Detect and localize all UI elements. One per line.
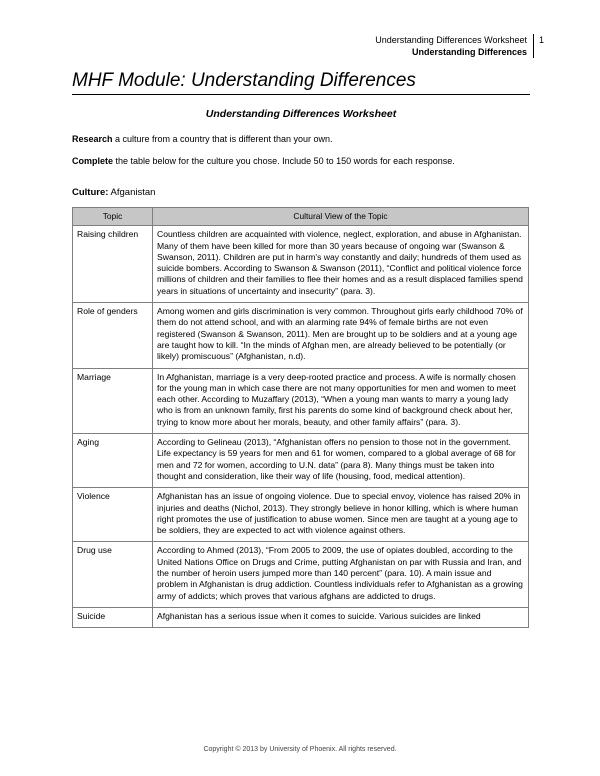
view-cell: Afghanistan has an issue of ongoing violence. Due to special envoy, violence has raised 20% in injuries and deaths (Nichol, 2013). They strongly believe in honor killing, which is where human right promotes the use of justification to abuse women. Since men are taught at a young age to be soldiers, they are expected to act with violence against others. (153, 488, 529, 542)
table-row (73, 488, 529, 542)
research-instruction (72, 133, 530, 145)
research-label: Research (72, 134, 113, 144)
running-title: Understanding Differences Worksheet (375, 35, 527, 45)
topic-cell: Suicide (73, 607, 153, 627)
topic-cell: Drug use (73, 542, 153, 607)
topic-cell: Violence (73, 488, 153, 542)
culture-label: Culture: (72, 187, 109, 198)
table-row (73, 434, 529, 488)
view-cell: Countless children are acquainted with violence, neglect, exploration, and abuse in Afghanistan. Many of them have been killed for more than 30 years because of ongoing war (Swanson & Swanson, 2011). Children are put in harm's way constantly and daily; hundreds of them used as suicide bombers. According to Swanson & Swanson (2011), “Conflict and political violence force millions of children and their families to flee their homes and as a result displaced families spend years in situations of uncertainty and insecurity” (para. 3). (153, 226, 529, 303)
complete-label: Complete (72, 156, 114, 166)
topic-cell: Raising children (73, 226, 153, 303)
topic-cell: Aging (73, 434, 153, 488)
culture-value: Afganistan (110, 187, 156, 198)
worksheet-table (72, 207, 529, 628)
view-cell: In Afghanistan, marriage is a very deep-rooted practice and process. A wife is normally chosen for the young man in which case there are not many opportunities for men and women to meet each other. According to Muzaffary (2013), “When a young man wants to marry a young lady who is from an unknown family, first his parents do some kind of background check about her, trying to know more about her morals, beauty, and other family affairs” (para. 3). (153, 368, 529, 433)
view-cell: Afghanistan has a serious issue when it comes to suicide. Various suicides are linked (153, 607, 529, 627)
running-subtitle: Understanding Differences (411, 47, 527, 57)
module-title: MHF Module: Understanding Differences (72, 70, 530, 95)
table-row (73, 607, 529, 627)
topic-column-header: Topic (73, 208, 153, 226)
complete-text: the table below for the culture you chose. Include 50 to 150 words for each response. (113, 156, 455, 166)
page-number: 1 (538, 35, 544, 45)
topic-cell: Role of genders (73, 303, 153, 368)
table-header-row (73, 208, 529, 226)
topic-cell: Marriage (73, 368, 153, 433)
table-row (73, 368, 529, 433)
research-text: a culture from a country that is different than your own. (112, 134, 333, 144)
view-cell: According to Ahmed (2013), “From 2005 to 2009, the use of opiates doubled, according to the United Nations Office on Drugs and Crime, putting Afghanistan on par with Russia and Iran, and the number of heroin users jumped more than 140 percent” (para. 10). A main issue and problem in Afghanistan is drug addiction. Countless individuals refer to Afghanistan as a growing army of addicts; which proves that various afghans are addicted to drugs. (153, 542, 529, 607)
view-cell: Among women and girls discrimination is very common. Throughout girls early childhood 70% of them do not attend school, and with an alarming rate 94% of female births are not even registered (Swanson & Swanson, 2011). Men are brought up to be soldiers and at a young age are taught how to kill. “In the minds of Afghan men, are already believed to be potentially (or likely) promiscuous” (Afghanistan, n.d). (153, 303, 529, 368)
running-header-text (375, 34, 534, 58)
view-column-header: Cultural View of the Topic (153, 208, 529, 226)
view-cell: According to Gelineau (2013), “Afghanistan offers no pension to those not in the government. Life expectancy is 59 years for men and 61 for women, compared to a global average of 68 for men and 72 for women, according to U.N. data” (para 8). Many things must be taken into thought and consideration, like their way of life (housing, food, medical attention). (153, 434, 529, 488)
complete-instruction (72, 155, 530, 167)
table-row (73, 303, 529, 368)
table-row (73, 226, 529, 303)
copyright-footer: Copyright © 2013 by University of Phoenix. All rights reserved. (203, 746, 397, 753)
table-row (73, 542, 529, 607)
worksheet-title: Understanding Differences Worksheet (205, 108, 397, 120)
culture-line (72, 187, 155, 198)
running-header (375, 34, 544, 58)
